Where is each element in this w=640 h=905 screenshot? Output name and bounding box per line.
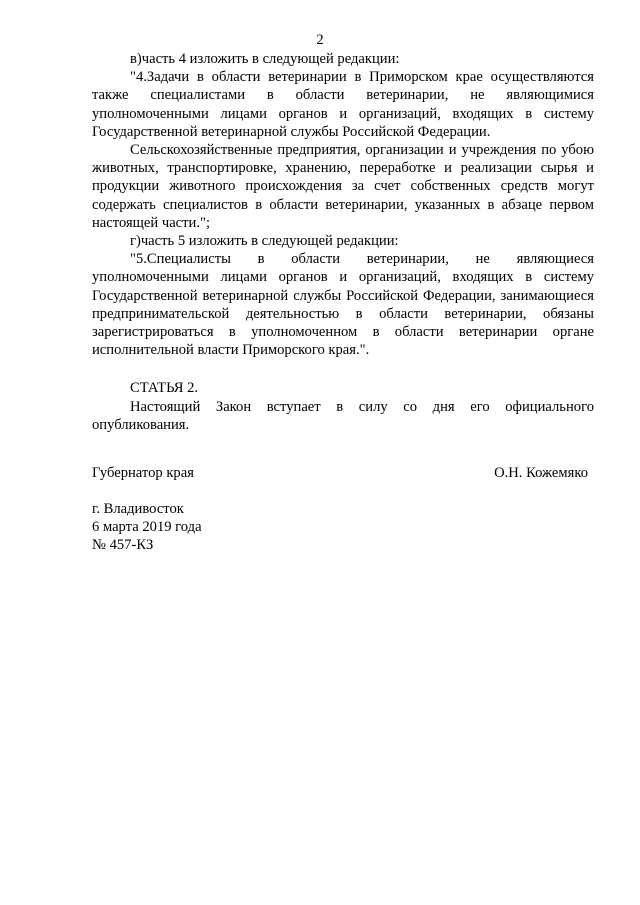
article-2-text: Настоящий Закон вступает в силу со дня его официального опубликования. bbox=[92, 398, 594, 433]
page-number: 2 bbox=[316, 32, 324, 48]
place-date-block bbox=[92, 500, 392, 554]
date-line: 6 марта 2019 года bbox=[92, 519, 202, 535]
paragraph-amendment-v: в)часть 4 изложить в следующей редакции: bbox=[130, 51, 400, 67]
paragraph-part-4-continued: Сельскохозяйственные предприятия, организации и учреждения по убою животных, транспортировке, хранению, переработке и реализации сырья и продукции животного происхождения за счет собственных средств могут содержать специалистов в области ветеринарии, указанных в абзаце первом настоящей части."; bbox=[92, 142, 594, 231]
city-line: г. Владивосток bbox=[92, 501, 184, 517]
law-number-line: № 457-КЗ bbox=[92, 537, 154, 553]
paragraph-part-5-text: "5.Специалисты в области ветеринарии, не являющиеся уполномоченными лицами органов и организаций, входящих в систему Государственной ветеринарной службы Российской Федерации, занимающиеся предпринимательской деятельностью в области ветеринарии, обязаны зарегистрироваться в уполномоченном в области ветеринарии органе исполнительной власти Приморского края.". bbox=[92, 251, 594, 359]
signatory-role: Губернатор края bbox=[92, 465, 194, 481]
paragraph-amendment-g: г)часть 5 изложить в следующей редакции: bbox=[130, 233, 399, 250]
document-body bbox=[92, 50, 594, 434]
signatory-name: О.Н. Кожемяко bbox=[494, 465, 588, 481]
article-2-heading: СТАТЬЯ 2. bbox=[130, 380, 199, 397]
paragraph-part-4-text: "4.Задачи в области ветеринарии в Приморском крае осуществляются также специалистами в области ветеринарии, не являющимися уполномоченными лицами органов и организаций, входящих в систему Государственной ветеринарной службы Российской Федерации. bbox=[92, 69, 594, 140]
